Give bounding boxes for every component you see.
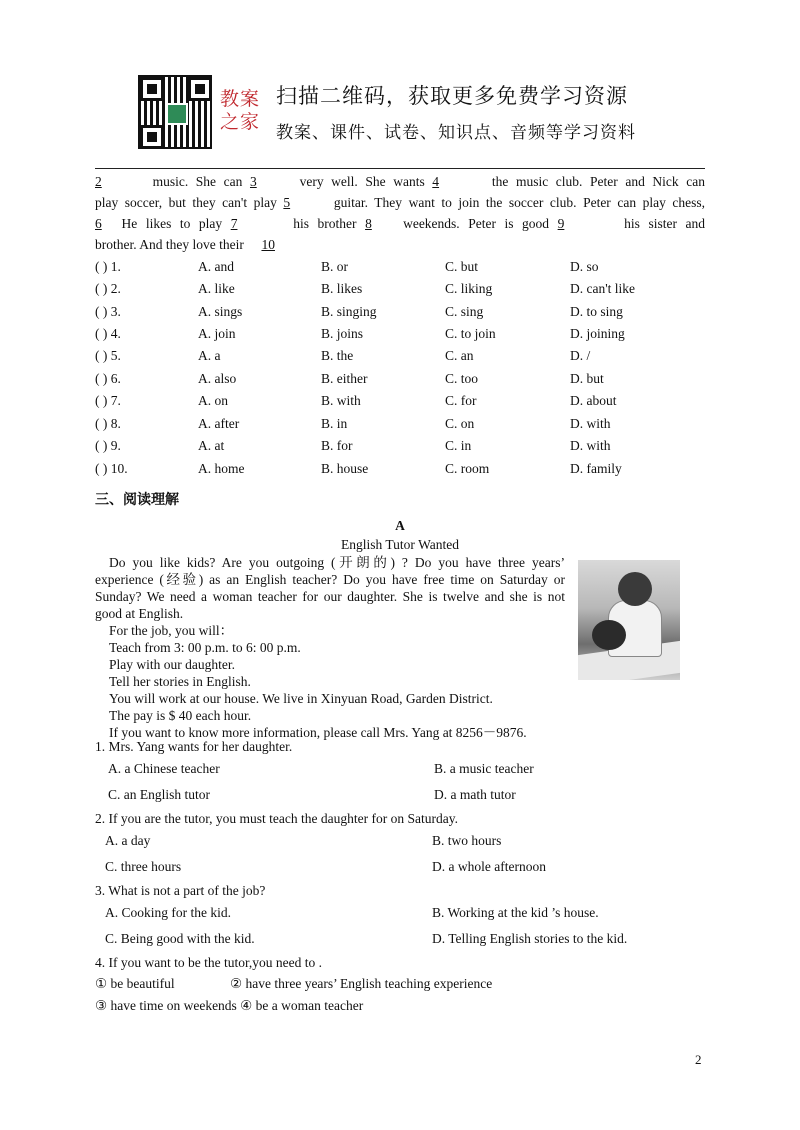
passage-line: experience (经验) as an English teacher? Do you have free time on Saturday or bbox=[95, 572, 565, 587]
question-4-stem: 4. If you want to be the tutor,you need to . bbox=[95, 955, 323, 970]
q2-option-b: B. two hours bbox=[432, 833, 502, 848]
passage-line: Play with our daughter. bbox=[109, 657, 235, 672]
q1-option-c: C. an English tutor bbox=[108, 787, 210, 802]
question-row: ( ) 9. A. at B. for C. in D. with bbox=[95, 438, 611, 453]
q3-option-d: D. Telling English stories to the kid. bbox=[432, 931, 628, 946]
question-row: ( ) 7. A. on B. with C. for D. about bbox=[95, 393, 617, 408]
q3-option-c: C. Being good with the kid. bbox=[105, 931, 255, 946]
q2-option-d: D. a whole afternoon bbox=[432, 859, 546, 874]
passage-line: good at English. bbox=[95, 606, 184, 621]
q3-option-b: B. Working at the kid ’s house. bbox=[432, 905, 599, 920]
q2-option-a: A. a day bbox=[105, 833, 151, 848]
question-3-stem: 3. What is not a part of the job? bbox=[95, 883, 266, 898]
cloze-line-4: brother. And they love their 10 bbox=[95, 237, 275, 252]
q2-option-c: C. three hours bbox=[105, 859, 182, 874]
brand-logo: 教案 之家 bbox=[220, 88, 261, 133]
q1-option-a: A. a Chinese teacher bbox=[108, 761, 220, 776]
question-2-stem: 2. If you are the tutor, you must teach the daughter for on Saturday. bbox=[95, 811, 458, 826]
passage-line: Teach from 3: 00 p.m. to 6: 00 p.m. bbox=[109, 640, 301, 655]
q4-choice-3-4: ③ have time on weekends ④ be a woman teacher bbox=[95, 998, 364, 1013]
passage-line: For the job, you will： bbox=[109, 623, 234, 638]
passage-body bbox=[95, 554, 565, 741]
question-row: ( ) 2. A. like B. likes C. liking D. can't like bbox=[95, 281, 636, 296]
passage-line: If you want to know more information, please call Mrs. Yang at 8256－9876. bbox=[109, 725, 527, 740]
header-slogan-2: 教案、课件、试卷、知识点、音频等学习资料 bbox=[276, 123, 636, 143]
passage-label: A bbox=[395, 518, 405, 533]
section-title: 三、阅读理解 bbox=[95, 492, 179, 508]
q1-option-d: D. a math tutor bbox=[434, 787, 516, 802]
passage-line: The pay is $ 40 each hour. bbox=[109, 708, 252, 723]
q4-choice-1: ① be beautiful bbox=[95, 976, 175, 991]
page-number: 2 bbox=[695, 1052, 702, 1067]
passage-title: English Tutor Wanted bbox=[341, 537, 459, 552]
header-slogan-1: 扫描二维码，获取更多免费学习资源 bbox=[276, 84, 628, 108]
question-row: ( ) 8. A. after B. in C. on D. with bbox=[95, 416, 611, 431]
passage-line: You will work at our house. We live in Xinyuan Road, Garden District. bbox=[109, 691, 493, 706]
question-row: ( ) 6. A. also B. either C. too D. but bbox=[95, 371, 604, 386]
q1-option-b: B. a music teacher bbox=[434, 761, 534, 776]
question-row: ( ) 3. A. sings B. singing C. sing D. to sing bbox=[95, 304, 623, 319]
question-row: ( ) 5. A. a B. the C. an D. / bbox=[95, 348, 591, 363]
cloze-line-2: play soccer, but they can't play 5 guitar. They want to join the soccer club. Peter can play chess, bbox=[95, 195, 705, 210]
qr-code-image bbox=[138, 75, 212, 149]
passage-line: Do you like kids? Are you outgoing (开朗的) ? Do you have three years’ bbox=[109, 555, 565, 570]
question-row: ( ) 4. A. join B. joins C. to join D. joining bbox=[95, 326, 625, 341]
passage-line: Sunday? We need a woman teacher for our daughter. She is twelve and she is not bbox=[95, 589, 565, 604]
cloze-line-3: 6 He likes to play 7 his brother 8 weekends. Peter is good 9 his sister and bbox=[95, 216, 705, 231]
tutor-photo bbox=[578, 560, 680, 680]
cloze-line-1: 2 music. She can 3 very well. She wants 4 the music club. Peter and Nick can bbox=[95, 174, 705, 189]
q3-option-a: A. Cooking for the kid. bbox=[105, 905, 231, 920]
question-1-stem: 1. Mrs. Yang wants for her daughter. bbox=[95, 739, 293, 754]
question-row: ( ) 1. A. and B. or C. but D. so bbox=[95, 259, 599, 274]
question-row: ( ) 10. A. home B. house C. room D. family bbox=[95, 461, 622, 476]
q4-choice-2: ② have three years’ English teaching experience bbox=[230, 976, 493, 991]
header-divider bbox=[95, 168, 705, 169]
passage-line: Tell her stories in English. bbox=[109, 674, 251, 689]
